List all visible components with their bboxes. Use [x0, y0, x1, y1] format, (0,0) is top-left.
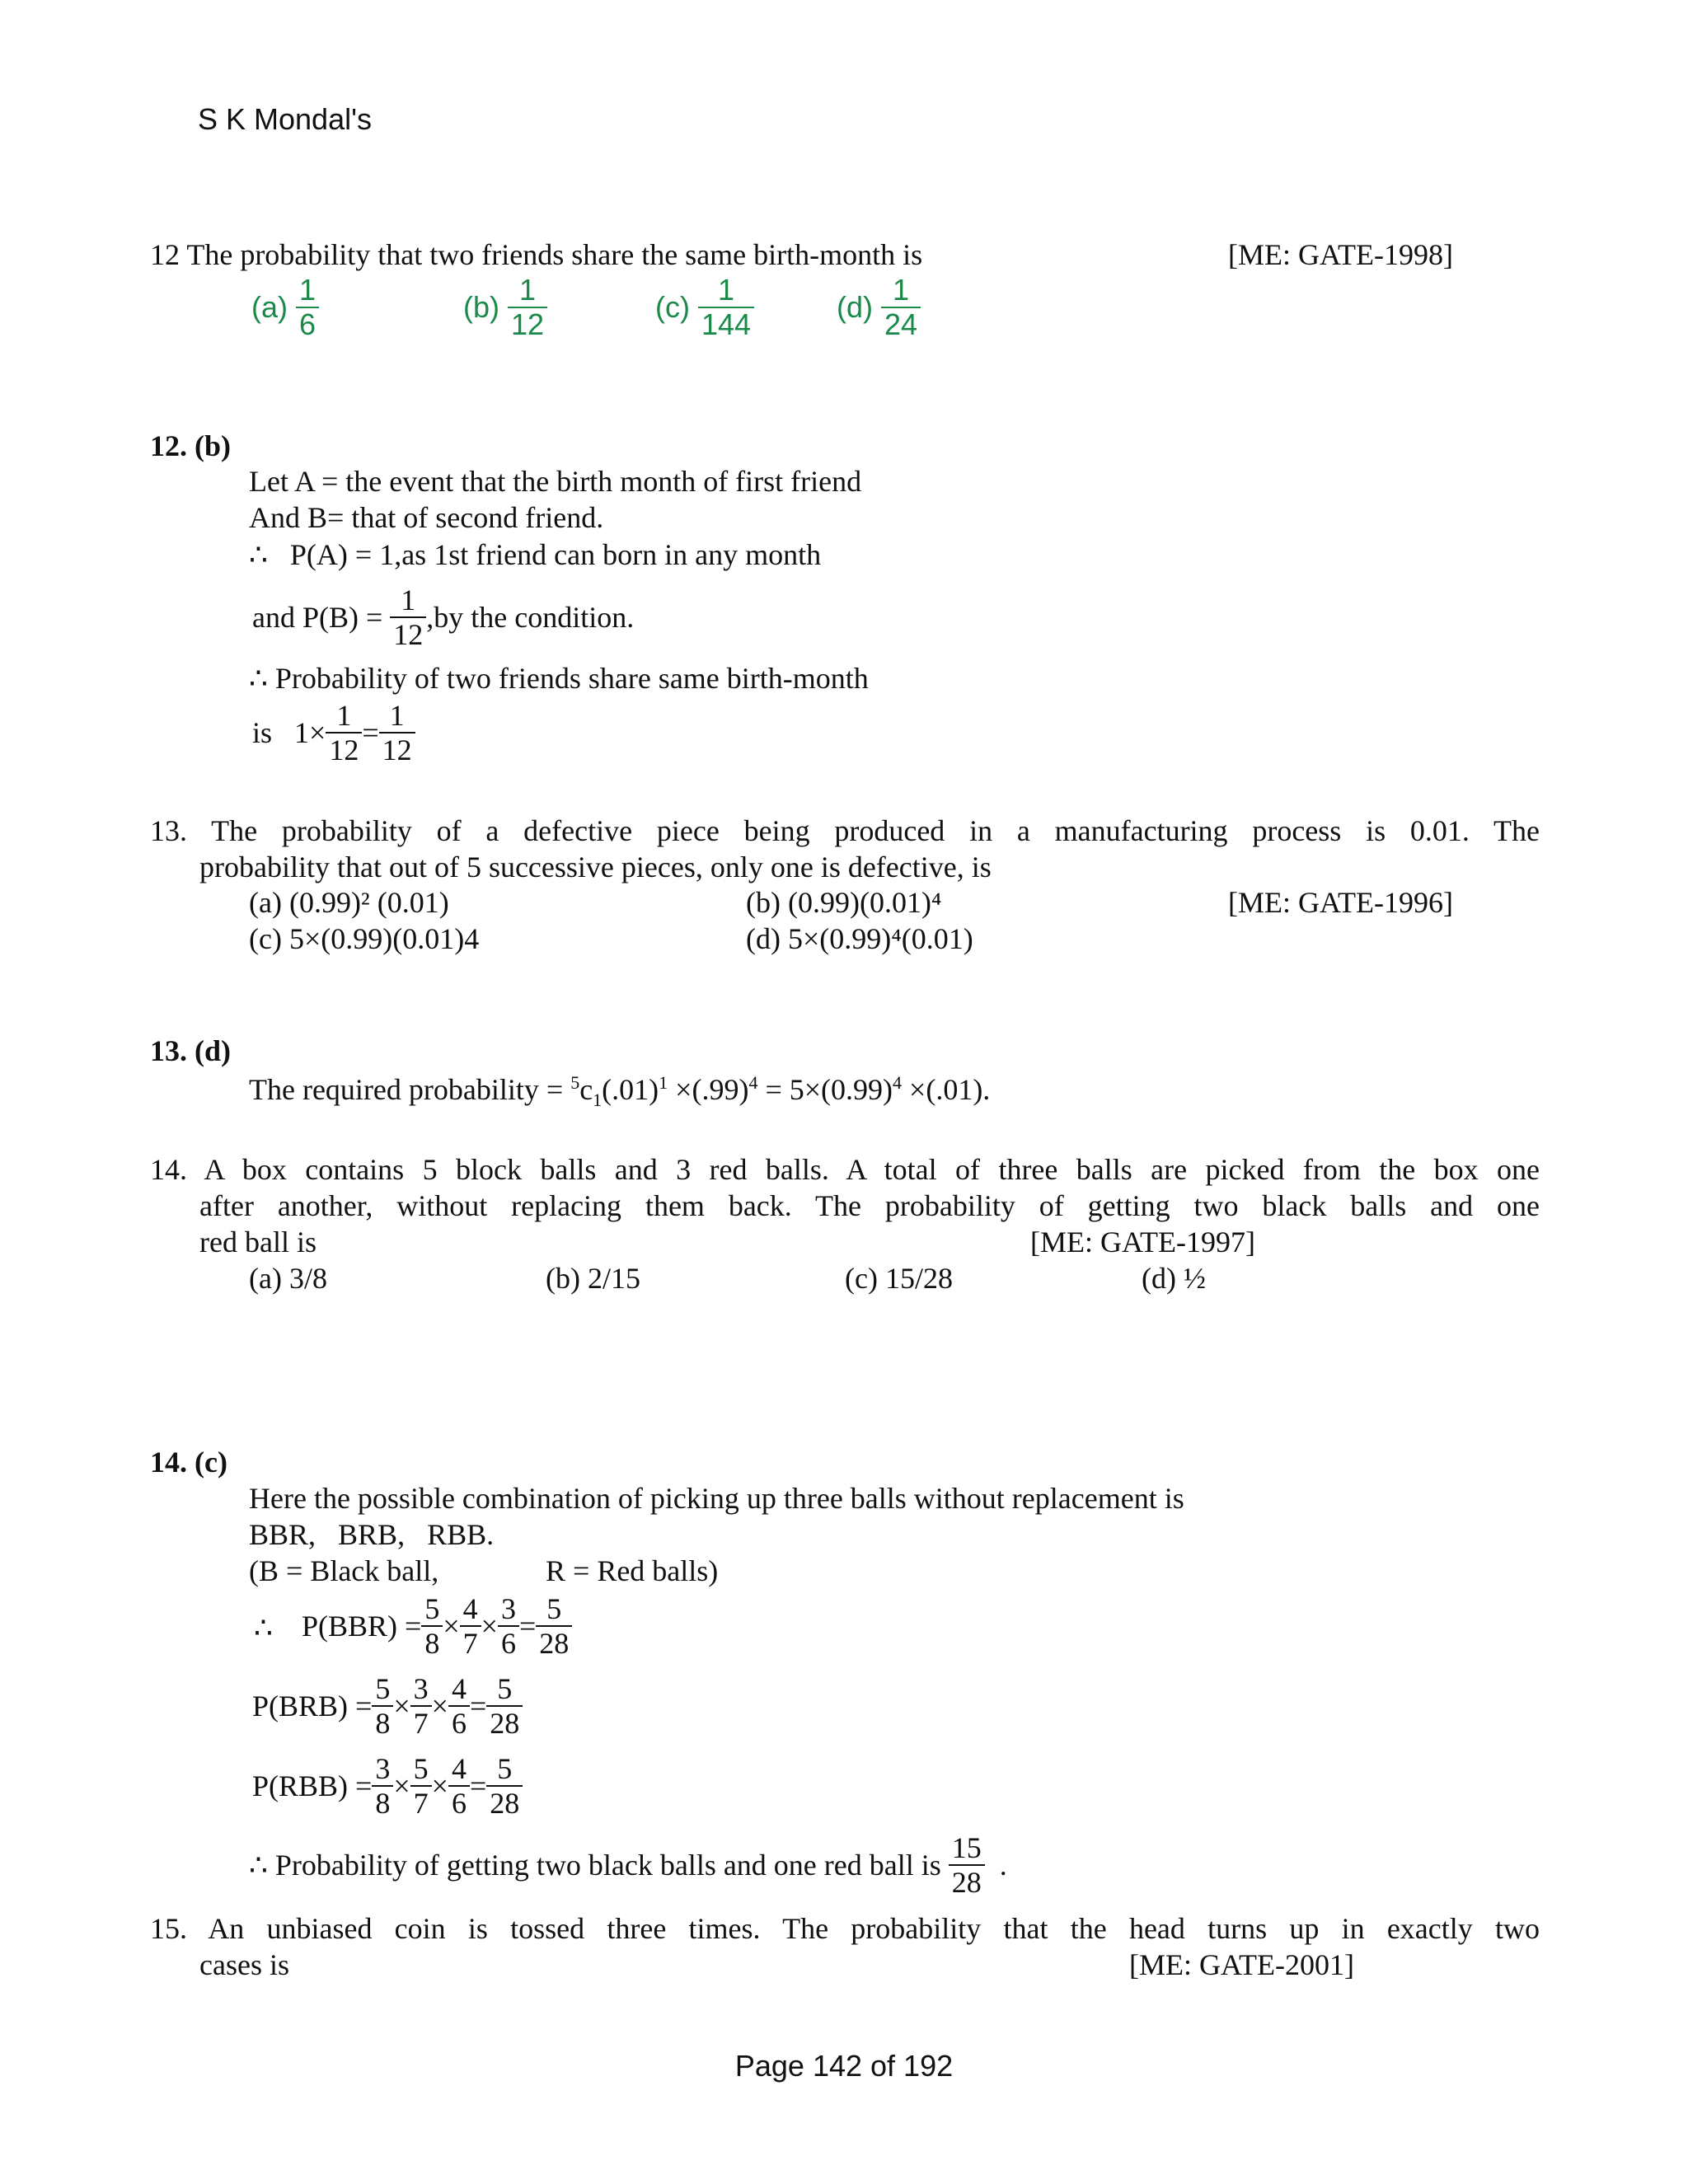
q12-option-c: (c) $\frac{1}{144}$ — [655, 274, 754, 341]
question-12-stem: 12 The probability that two friends share the same birth-month is — [150, 238, 923, 271]
answer-14-line3b: R = Red balls) — [546, 1554, 719, 1587]
answer-14-row-brb: P(BRB) = $\frac{5}{8}$ × $\frac{3}{7}$ × $\frac{4}{6}$ = $\frac{5}{28}$ — [252, 1672, 523, 1740]
q12-option-a: (a) $\frac{1}{6}$ — [251, 274, 319, 341]
q12-option-b: (b) $\frac{1}{12}$ — [463, 274, 547, 341]
q14-option-d: (d) ½ — [1142, 1262, 1206, 1295]
question-14-source: [ME: GATE-1997] — [1030, 1226, 1255, 1258]
answer-14-line1: Here the possible combination of picking up three balls without replacement is — [249, 1482, 1184, 1515]
answer-12-heading: 12. (b) — [150, 429, 231, 462]
question-14-stem-line1: 14. A box contains 5 block balls and 3 red balls. A total of three balls are picked from the box one — [150, 1153, 1540, 1186]
answer-14-conclusion: ∴ Probability of getting two black balls and one red ball is $\frac{15}{28}$ . — [249, 1831, 1007, 1899]
q14-option-c: (c) 15/28 — [845, 1262, 953, 1295]
answer-14-therefore: ∴ — [254, 1611, 273, 1644]
answer-12-line1: Let A = the event that the birth month of first friend — [249, 465, 862, 498]
answer-12-line2: And B= that of second friend. — [249, 501, 604, 534]
answer-14-row-bbr: P(BBR) = $\frac{5}{8}$ × $\frac{4}{7}$ × $\frac{3}{6}$ = $\frac{5}{28}$ — [302, 1592, 572, 1660]
question-15-source: [ME: GATE-2001] — [1129, 1948, 1354, 1981]
question-12-source: [ME: GATE-1998] — [1228, 238, 1453, 271]
q12-option-d: (d) $\frac{1}{24}$ — [837, 274, 921, 341]
answer-12-line4: and P(B) = $\frac{1}{12}$ ,by the condition. — [252, 583, 635, 651]
q13-option-a: (a) (0.99)² (0.01) — [249, 886, 449, 919]
answer-14-row-rbb: P(RBB) = $\frac{3}{8}$ × $\frac{5}{7}$ × $\frac{4}{6}$ = $\frac{5}{28}$ — [252, 1752, 523, 1820]
q14-option-a: (a) 3/8 — [249, 1262, 327, 1295]
page-header-author: S K Mondal's — [198, 102, 372, 136]
question-13-source: [ME: GATE-1996] — [1228, 886, 1453, 919]
answer-12-line3: ∴ P(A) = 1,as 1st friend can born in any month — [249, 538, 822, 571]
q13-option-d: (d) 5×(0.99)⁴(0.01) — [746, 922, 973, 955]
question-14-stem-line2: after another, without replacing them back. The probability of getting two black balls and one — [199, 1189, 1540, 1222]
q14-option-b: (b) 2/15 — [546, 1262, 640, 1295]
answer-12-line6: is 1× $\frac{1}{12}$ = $\frac{1}{12}$ — [252, 699, 415, 766]
answer-13-heading: 13. (d) — [150, 1034, 231, 1067]
question-15-stem-line1: 15. An unbiased coin is tossed three times. The probability that the head turns up in exactly two — [150, 1912, 1540, 1945]
answer-12-line5: ∴ Probability of two friends share same birth-month — [249, 662, 869, 695]
answer-14-heading: 14. (c) — [150, 1446, 227, 1479]
q13-option-c: (c) 5×(0.99)(0.01)4 — [249, 922, 480, 955]
question-13-stem-line1: 13. The probability of a defective piece being produced in a manufacturing process is 0.01. The — [150, 814, 1540, 847]
page-number-footer: Page 142 of 192 — [734, 2049, 954, 2083]
answer-13-formula: The required probability = $^5c_1(.01)^1 \times(.99)^4 = 5\times(0.99)^4 \times(.01)$. — [249, 1072, 991, 1111]
answer-14-line3a: (B = Black ball, — [249, 1554, 439, 1587]
answer-14-line2: BBR, BRB, RBB. — [249, 1518, 495, 1551]
question-14-stem-line3: red ball is — [199, 1226, 316, 1258]
q13-option-b: (b) (0.99)(0.01)⁴ — [746, 886, 942, 919]
question-15-stem-line2: cases is — [199, 1948, 289, 1981]
question-13-stem-line2: probability that out of 5 successive pieces, only one is defective, is — [199, 851, 992, 883]
